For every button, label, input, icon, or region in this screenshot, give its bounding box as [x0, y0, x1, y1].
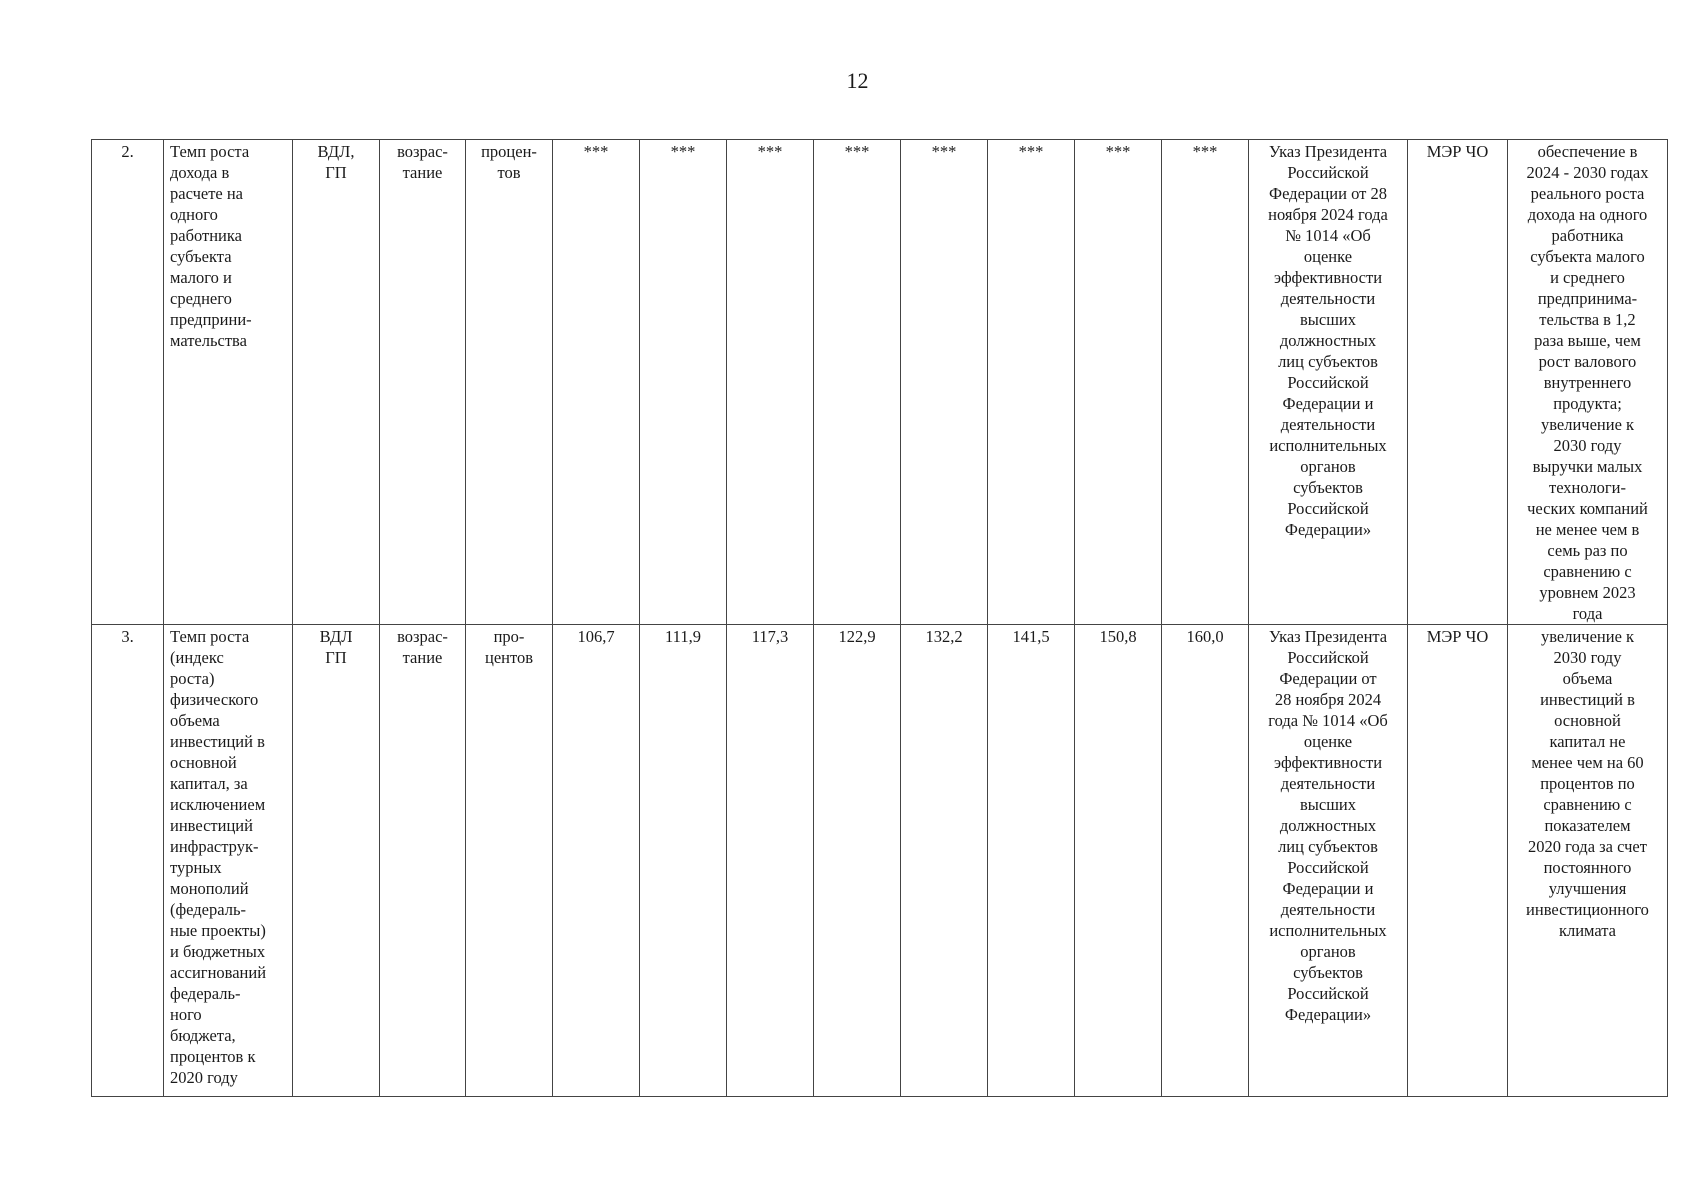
indicator-name-line: инвестиций: [170, 816, 253, 835]
indicator-name-line: 2020 году: [170, 1068, 238, 1087]
national-goal-line: сравнению с: [1543, 562, 1632, 581]
table-row: [92, 140, 1668, 625]
national-goal-line: предпринима-: [1537, 289, 1638, 308]
source-document-line: Федерации»: [1284, 520, 1372, 539]
source-document-line: субъектов: [1293, 478, 1363, 497]
source-document-line: исполнительных: [1269, 436, 1387, 455]
source-document-line: оценке: [1303, 732, 1353, 751]
source-document-line: оценке: [1303, 247, 1353, 266]
table-row: [92, 625, 1668, 1097]
indicator-name-line: среднего: [170, 289, 232, 308]
value-cell: 122,9: [814, 625, 901, 1097]
indicator-name-line: дохода в: [170, 163, 230, 182]
indicator-name-line: исключением: [170, 795, 266, 814]
national-goal-line: увеличение к: [1540, 627, 1635, 646]
direction-line: возрас-: [397, 627, 448, 646]
national-goal-line: 2030 году: [1553, 648, 1622, 667]
indicator-name-line: и бюджетных: [170, 942, 266, 961]
source-document-line: деятельности: [1280, 900, 1376, 919]
indicator-name-line: расчете на: [170, 184, 244, 203]
source-document-line: исполнительных: [1269, 921, 1387, 940]
source-document-line: деятельности: [1280, 774, 1376, 793]
indicator-name-line: ассигнований: [170, 963, 267, 982]
source-document-line: Российской: [1287, 984, 1369, 1003]
source-document-line: Федерации и: [1282, 879, 1374, 898]
national-goal-line: постоянного: [1543, 858, 1632, 877]
source-document-line: лиц субъектов: [1278, 837, 1378, 856]
national-goal-line: технологи-: [1548, 478, 1626, 497]
indicators-table: [91, 139, 1668, 1097]
source-document-line: деятельности: [1280, 289, 1376, 308]
responsible-cell: МЭР ЧО: [1408, 140, 1508, 625]
indicator-type-line: ВДЛ,: [317, 142, 355, 161]
value-cell: 117,3: [727, 625, 814, 1097]
national-goal-line: капитал не: [1549, 732, 1626, 751]
indicator-name-cell: [164, 140, 293, 625]
direction-cell: [380, 140, 466, 625]
indicator-name-line: объема: [170, 711, 220, 730]
unit-cell: [466, 625, 553, 1097]
value-cell: 160,0: [1162, 625, 1249, 1097]
source-document-line: ноября 2024 года: [1268, 205, 1388, 224]
indicator-name-line: процентов к: [170, 1047, 256, 1066]
national-goal-line: инвестиционного: [1526, 900, 1649, 919]
indicator-type-line: ГП: [325, 648, 347, 667]
national-goal-line: не менее чем в: [1535, 520, 1640, 539]
indicator-name-line: (индекс: [170, 648, 224, 667]
source-document-line: Российской: [1287, 648, 1369, 667]
value-cell: 111,9: [640, 625, 727, 1097]
source-document-line: должностных: [1279, 816, 1377, 835]
value-cell: ***: [553, 140, 640, 625]
national-goal-line: года: [1572, 604, 1603, 623]
unit-line: тов: [497, 163, 521, 182]
indicator-name-line: малого и: [170, 268, 232, 287]
national-goal-line: объема: [1562, 669, 1613, 688]
indicator-name-line: роста): [170, 669, 215, 688]
national-goal-line: обеспечение в: [1537, 142, 1638, 161]
national-goal-line: увеличение к: [1540, 415, 1635, 434]
responsible-cell: МЭР ЧО: [1408, 625, 1508, 1097]
unit-line: про-: [493, 627, 525, 646]
indicator-name-line: предприни-: [170, 310, 252, 329]
indicator-name-line: ные проекты): [170, 921, 266, 940]
national-goal-line: менее чем на 60: [1531, 753, 1644, 772]
value-cell: ***: [988, 140, 1075, 625]
national-goal-line: внутреннего: [1543, 373, 1632, 392]
source-document-line: 28 ноября 2024: [1274, 690, 1382, 709]
indicator-name-line: Темп роста: [170, 627, 250, 646]
source-document-line: деятельности: [1280, 415, 1376, 434]
unit-line: центов: [484, 648, 534, 667]
indicator-name-line: одного: [170, 205, 218, 224]
national-goal-line: сравнению с: [1543, 795, 1632, 814]
source-document-line: эффективности: [1273, 268, 1383, 287]
source-document-line: Федерации»: [1284, 1005, 1372, 1024]
indicator-name-line: бюджета,: [170, 1026, 236, 1045]
national-goal-line: тельства в 1,2: [1539, 310, 1636, 329]
source-document-cell: [1249, 625, 1408, 1097]
value-cell: ***: [1075, 140, 1162, 625]
source-document-line: Указ Президента: [1268, 142, 1388, 161]
national-goal-line: субъекта малого: [1530, 247, 1645, 266]
source-document-line: Российской: [1287, 858, 1369, 877]
indicator-type-cell: [293, 140, 380, 625]
national-goal-line: 2024 - 2030 годах: [1526, 163, 1649, 182]
unit-line: процен-: [481, 142, 537, 161]
indicator-name-line: инфраструк-: [170, 837, 259, 856]
source-document-line: Федерации от: [1279, 669, 1377, 688]
value-cell: 150,8: [1075, 625, 1162, 1097]
national-goal-line: работника: [1551, 226, 1624, 245]
national-goal-line: дохода на одного: [1527, 205, 1648, 224]
value-cell: ***: [727, 140, 814, 625]
national-goal-line: уровнем 2023: [1539, 583, 1636, 602]
source-document-line: субъектов: [1293, 963, 1363, 982]
source-document-line: Российской: [1287, 163, 1369, 182]
direction-line: тание: [402, 648, 443, 667]
indicator-name-line: физического: [170, 690, 259, 709]
source-document-line: эффективности: [1273, 753, 1383, 772]
indicator-type-line: ГП: [325, 163, 347, 182]
national-goal-line: 2030 году: [1553, 436, 1622, 455]
indicator-name-line: работника: [170, 226, 242, 245]
indicator-name-line: турных: [170, 858, 222, 877]
national-goal-line: выручки малых: [1532, 457, 1643, 476]
indicator-name-line: федераль-: [170, 984, 241, 1003]
national-goal-line: основной: [1554, 711, 1621, 730]
national-goal-line: реального роста: [1530, 184, 1645, 203]
source-document-line: Федерации от 28: [1269, 184, 1387, 203]
unit-cell: [466, 140, 553, 625]
national-goal-line: и среднего: [1550, 268, 1625, 287]
indicator-name-line: основной: [170, 753, 237, 772]
national-goal-line: инвестиций в: [1540, 690, 1635, 709]
national-goal-line: ческих компаний: [1527, 499, 1648, 518]
indicator-name-line: Темп роста: [170, 142, 250, 161]
national-goal-line: раза выше, чем: [1534, 331, 1641, 350]
national-goal-line: показателем: [1544, 816, 1631, 835]
national-goal-line: процентов по: [1540, 774, 1635, 793]
source-document-cell: [1249, 140, 1408, 625]
direction-line: возрас-: [397, 142, 448, 161]
indicator-name-cell: [164, 625, 293, 1097]
indicator-name-line: монополий: [170, 879, 249, 898]
page-number: 12: [846, 68, 869, 93]
indicator-type-cell: [293, 625, 380, 1097]
source-document-line: Указ Президента: [1268, 627, 1388, 646]
national-goal-line: семь раз по: [1547, 541, 1628, 560]
indicator-name-line: (федераль-: [170, 900, 246, 919]
national-goal-line: климата: [1558, 921, 1617, 940]
national-goal-line: 2020 года за счет: [1528, 837, 1647, 856]
source-document-line: Российской: [1287, 499, 1369, 518]
value-cell: ***: [1162, 140, 1249, 625]
indicator-name-line: ного: [170, 1005, 202, 1024]
source-document-line: должностных: [1279, 331, 1377, 350]
national-goal-cell: [1508, 140, 1668, 625]
source-document-line: органов: [1300, 942, 1356, 961]
row-number-cell: 2.: [92, 140, 164, 625]
source-document-line: высших: [1300, 795, 1356, 814]
source-document-line: Федерации и: [1282, 394, 1374, 413]
source-document-line: Российской: [1287, 373, 1369, 392]
national-goal-line: улучшения: [1548, 879, 1627, 898]
indicator-name-line: мательства: [170, 331, 247, 350]
value-cell: 106,7: [553, 625, 640, 1097]
source-document-line: лиц субъектов: [1278, 352, 1378, 371]
indicator-type-line: ВДЛ: [319, 627, 353, 646]
source-document-line: года № 1014 «Об: [1268, 711, 1388, 730]
national-goal-cell: [1508, 625, 1668, 1097]
row-number-cell: 3.: [92, 625, 164, 1097]
value-cell: ***: [640, 140, 727, 625]
value-cell: 141,5: [988, 625, 1075, 1097]
indicator-name-line: капитал, за: [170, 774, 248, 793]
value-cell: ***: [814, 140, 901, 625]
value-cell: ***: [901, 140, 988, 625]
national-goal-line: рост валового: [1538, 352, 1637, 371]
indicator-name-line: субъекта: [170, 247, 232, 266]
value-cell: 132,2: [901, 625, 988, 1097]
national-goal-line: продукта;: [1553, 394, 1622, 413]
source-document-line: высших: [1300, 310, 1356, 329]
source-document-line: органов: [1300, 457, 1356, 476]
indicator-name-line: инвестиций в: [170, 732, 265, 751]
direction-line: тание: [402, 163, 443, 182]
source-document-line: № 1014 «Об: [1285, 226, 1371, 245]
direction-cell: [380, 625, 466, 1097]
